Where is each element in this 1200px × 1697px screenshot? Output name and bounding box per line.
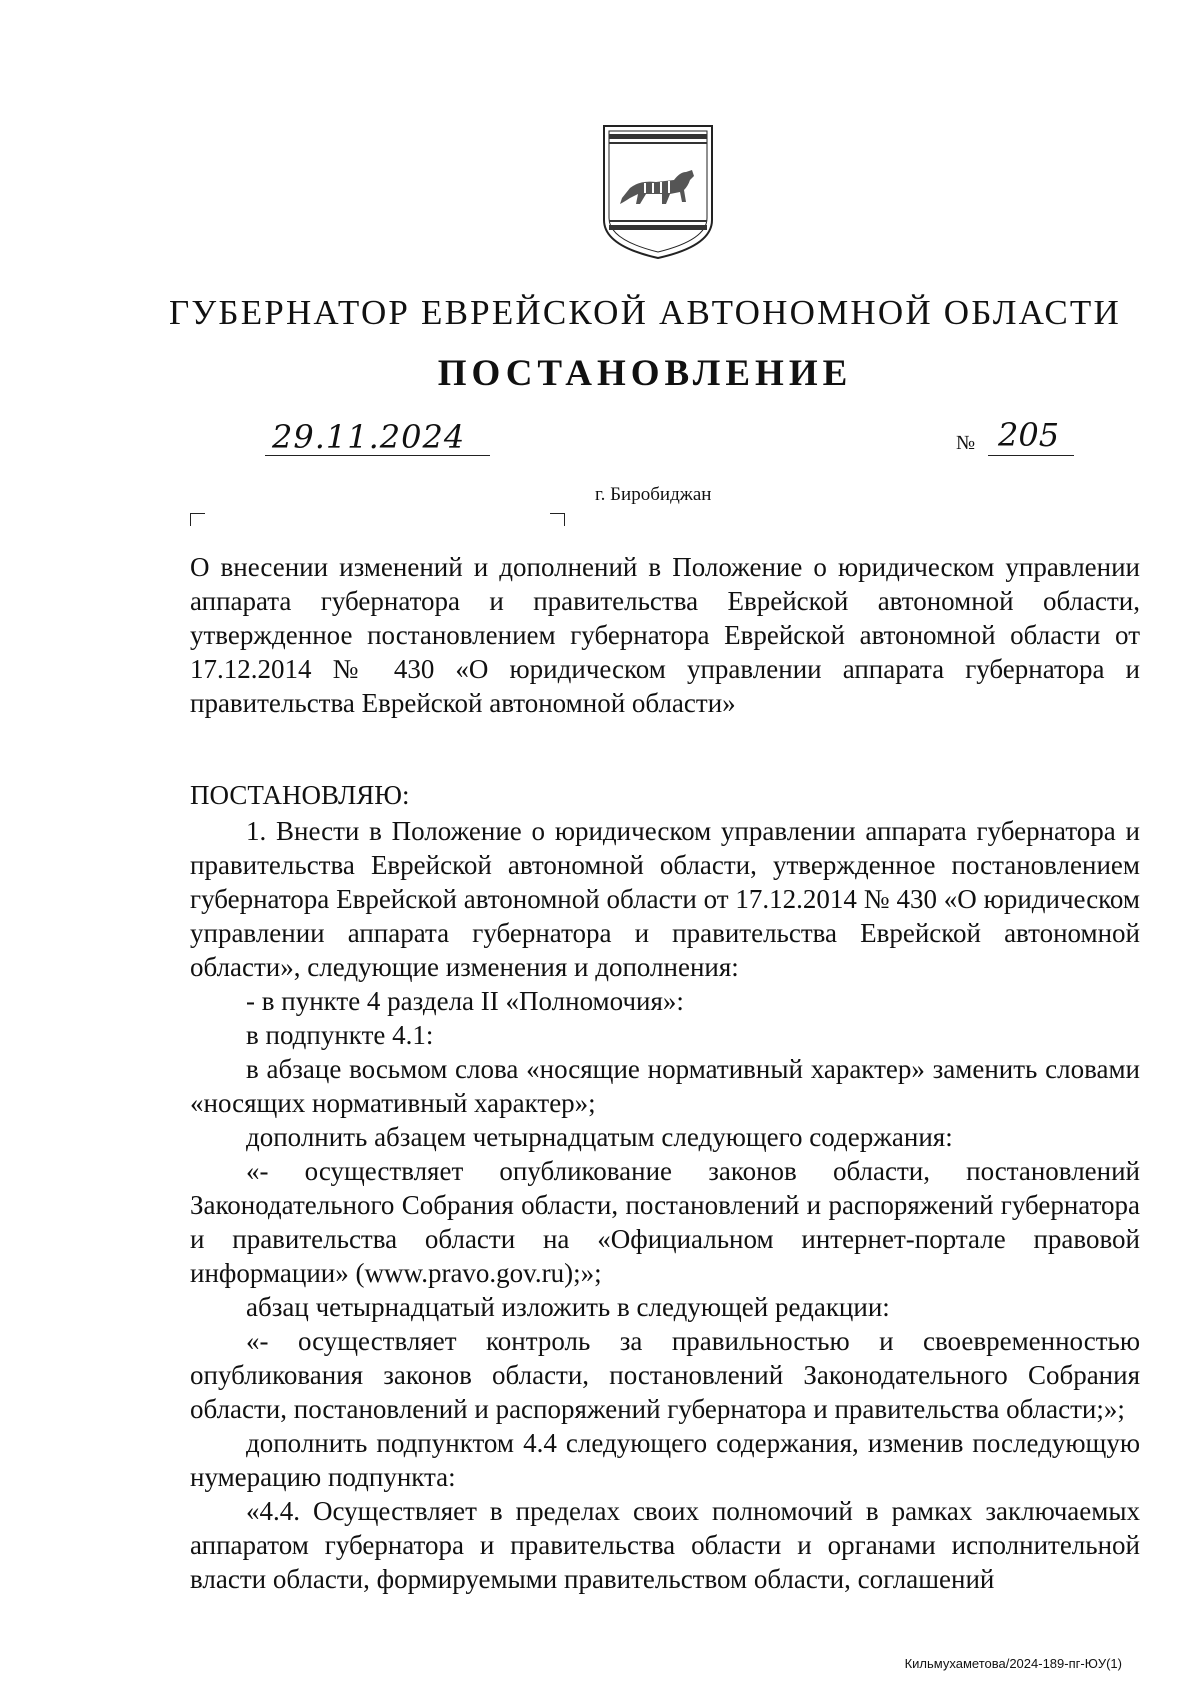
- handwritten-number: 205: [998, 416, 1060, 454]
- handwritten-date: 29.11.2024: [272, 418, 466, 456]
- paragraph: дополнить подпунктом 4.4 следующего содержания, изменив последующую нумерацию подпункта:: [190, 1428, 1140, 1492]
- decree-heading: ПОСТАНОВЛЯЮ:: [190, 780, 410, 810]
- number-underline: [988, 455, 1074, 456]
- issuer-title: ГУБЕРНАТОР ЕВРЕЙСКОЙ АВТОНОМНОЙ ОБЛАСТИ: [169, 293, 1121, 332]
- paragraph: абзац четырнадцатый изложить в следующей редакции:: [246, 1292, 890, 1322]
- executor-reference: Кильмухаметова/2024-189-пг-ЮУ(1): [904, 1656, 1122, 1671]
- paragraph: «- осуществляет контроль за правильностью и своевременностью опубликования законов области, постановлений Законодательного Собрания области, постановлений и распоряжений губернатора и правительства области;»;: [190, 1326, 1140, 1424]
- date-underline: [265, 455, 490, 456]
- city-name: г. Биробиджан: [595, 484, 712, 505]
- right-corner-mark: [550, 513, 565, 526]
- paragraph: дополнить абзацем четырнадцатым следующего содержания:: [246, 1122, 953, 1152]
- document-type-title: ПОСТАНОВЛЕНИЕ: [437, 353, 853, 394]
- paragraph: в абзаце восьмом слова «носящие нормативный характер» заменить словами «носящих нормативный характер»;: [190, 1054, 1140, 1118]
- number-label: №: [956, 432, 976, 454]
- paragraph: в подпункте 4.1:: [246, 1020, 434, 1050]
- paragraph: «- осуществляет опубликование законов области, постановлений Законодательного Собрания области, постановлений и распоряжений губернатора и правительства области на «Официальном интернет-портале правовой информации» (www.pravo.gov.ru);»;: [190, 1156, 1140, 1288]
- coat-of-arms-tiger-emblem: [600, 122, 716, 262]
- paragraph: - в пункте 4 раздела II «Полномочия»:: [246, 986, 684, 1016]
- document-subject: О внесении изменений и дополнений в Положение о юридическом управлении аппарата губернатора и правительства Еврейской автономной области, утвержденное постановлением губернатора Еврейской автономной области от 17.12.2014 № 430 «О юридическом управлении аппарата губернатора и правительства Еврейской автономной области»: [190, 552, 1140, 718]
- left-corner-mark: [190, 513, 205, 526]
- paragraph: «4.4. Осуществляет в пределах своих полномочий в рамках заключаемых аппаратом губернатора и правительства области и органами исполнительной власти области, формируемыми правительством области, соглашений: [190, 1496, 1140, 1594]
- decree-body: [190, 814, 1140, 1596]
- paragraph: 1. Внести в Положение о юридическом управлении аппарата губернатора и правительства Еврейской автономной области, утвержденное постановлением губернатора Еврейской автономной области от 17.12.2014 № 430 «О юридическом управлении аппарата губернатора и правительства Еврейской автономной области», следующие изменения и дополнения:: [190, 816, 1140, 982]
